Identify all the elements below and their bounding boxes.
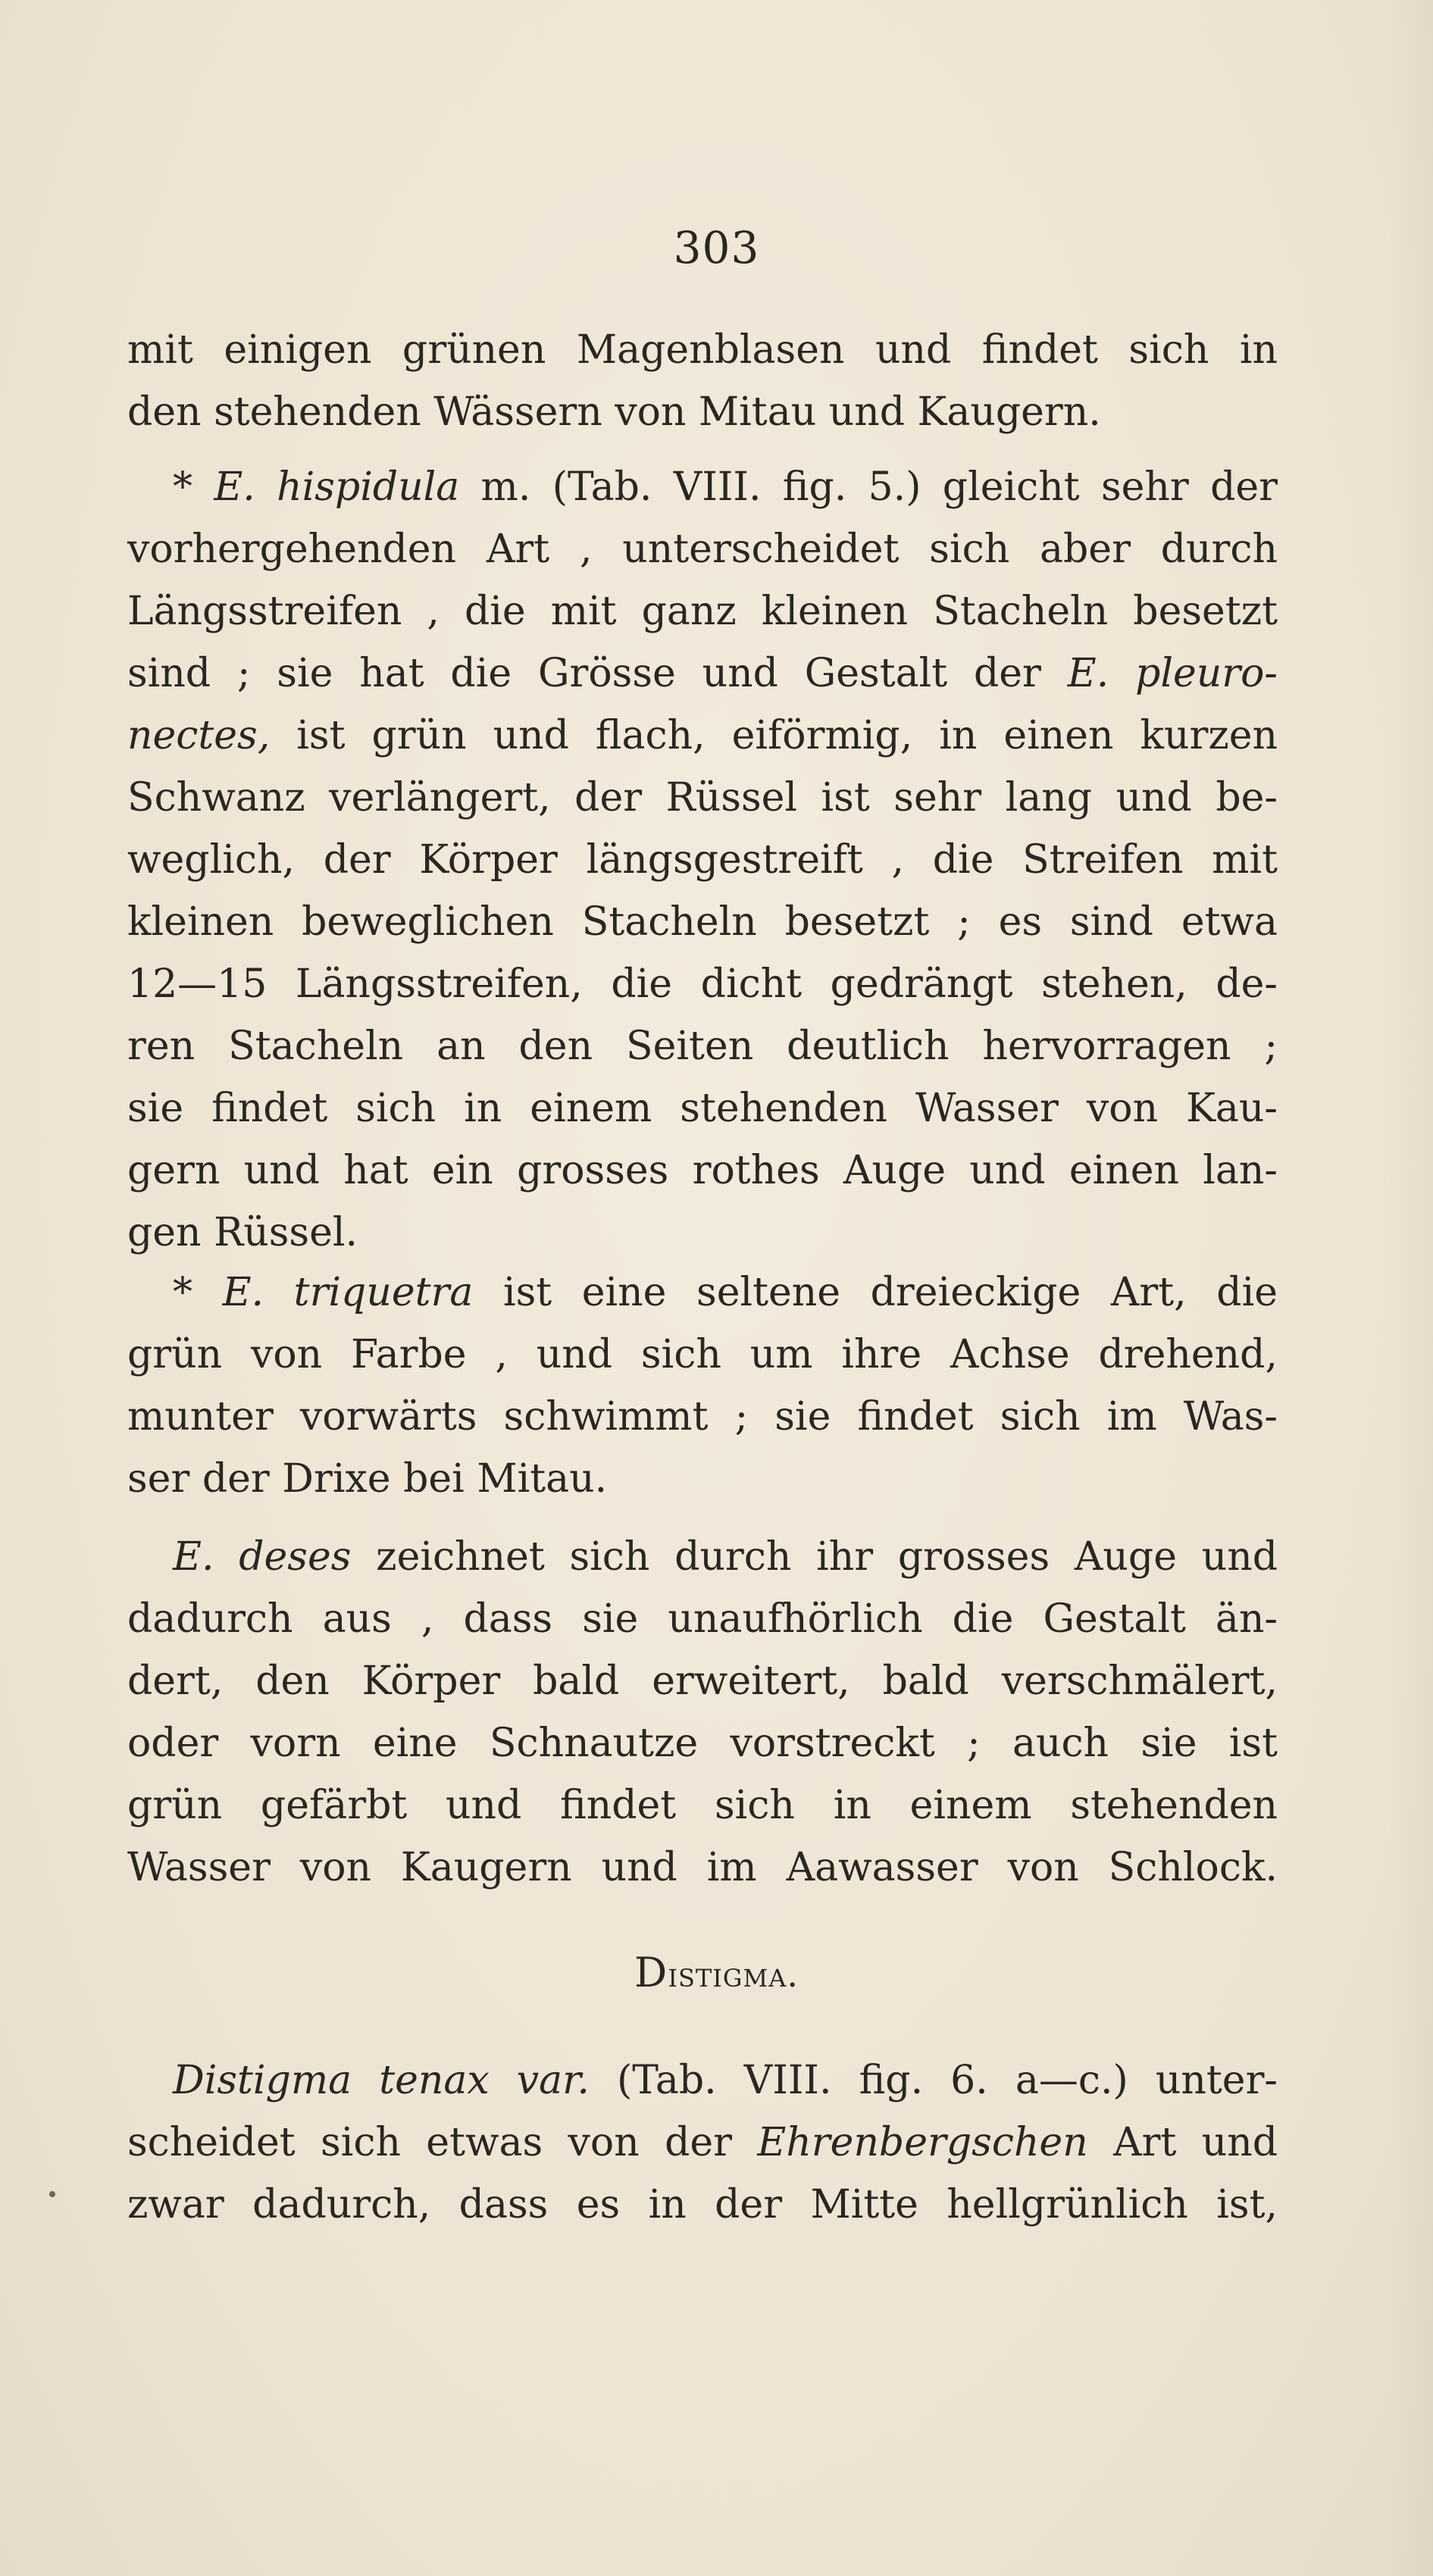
text-line (127, 1077, 1278, 1140)
text-line (127, 1588, 1278, 1650)
text-run: dert, den Körper bald erweitert, bald verschmälert, (127, 1658, 1278, 1704)
text-line (127, 1324, 1278, 1386)
text-run: gern und hat ein grosses rothes Auge und einen lan- (127, 1148, 1278, 1193)
text-line (127, 1650, 1278, 1712)
text-run: Wasser von Kaugern und im Aawasser von Schlock. (127, 1845, 1278, 1890)
text-run: Längsstreifen , die mit ganz kleinen Stacheln besetzt (127, 589, 1278, 634)
italic-text: E. pleuro- (1067, 651, 1278, 696)
text-line (127, 1386, 1278, 1448)
text-line (127, 381, 1278, 443)
heading-rest: istigma. (668, 1954, 799, 1995)
text-run: dadurch aus , dass sie unaufhörlich die Gestalt än- (127, 1596, 1278, 1642)
text-line (127, 319, 1278, 381)
page-number: 303 (673, 222, 760, 274)
text-run: zwar dadurch, dass es in der Mitte hellgrünlich ist, (127, 2182, 1278, 2227)
italic-text: E. hispidula (214, 464, 460, 510)
text-run: ser der Drixe bei Mitau. (127, 1456, 608, 1502)
text-run: sie findet sich in einem stehenden Wasser von Kau- (127, 1086, 1278, 1131)
text-line (127, 705, 1278, 767)
text-run: grün gefärbt und findet sich in einem stehenden (127, 1783, 1278, 1828)
margin-mark (49, 2191, 55, 2197)
text-line (127, 1202, 1278, 1264)
text-line (127, 1712, 1278, 1774)
text-run: kleinen beweglichen Stacheln besetzt ; es sind etwa (127, 899, 1278, 945)
text-run: ren Stacheln an den Seiten deutlich hervorragen ; (127, 1024, 1278, 1069)
text-line (127, 1448, 1278, 1510)
text-line (127, 2174, 1278, 2236)
text-line (127, 1015, 1278, 1077)
text-run: * (173, 1270, 223, 1315)
text-line (127, 829, 1278, 891)
text-run: weglich, der Körper längsgestreift , die Streifen mit (127, 837, 1278, 883)
text-line (127, 2112, 1278, 2174)
text-run: gen Rüssel. (127, 1210, 358, 1255)
italic-text: Ehrenbergschen (757, 2120, 1088, 2165)
italic-text: E. deses (173, 1534, 352, 1580)
italic-text: Distigma tenax var. (173, 2058, 590, 2103)
text-line (127, 518, 1278, 580)
text-run: grün von Farbe , und sich um ihre Achse drehend, (127, 1332, 1278, 1377)
text-run: ist eine seltene dreieckige Art, die (473, 1270, 1278, 1315)
text-line (173, 456, 1278, 518)
text-run: Schwanz verlängert, der Rüssel ist sehr lang und be- (127, 775, 1278, 821)
italic-text: E. triquetra (222, 1270, 474, 1315)
page-edge-shadow (1388, 0, 1433, 2576)
text-run: zeichnet sich durch ihr grosses Auge und (351, 1534, 1278, 1580)
italic-text: nectes, (127, 713, 271, 758)
text-run: munter vorwärts schwimmt ; sie findet sich im Was- (127, 1394, 1278, 1440)
text-line (127, 580, 1278, 642)
text-run: Art und (1087, 2120, 1278, 2165)
text-run: 12—15 Längsstreifen, die dicht gedrängt stehen, de- (127, 961, 1278, 1007)
text-run: oder vorn eine Schnautze vorstreckt ; auch sie ist (127, 1721, 1278, 1766)
text-line (127, 642, 1278, 705)
text-run: ist grün und flach, eiförmig, in einen kurzen (270, 713, 1278, 758)
text-line (173, 1261, 1278, 1324)
text-run: sind ; sie hat die Grösse und Gestalt der (127, 651, 1068, 696)
text-line (127, 1140, 1278, 1202)
heading-initial: D (634, 1949, 668, 1996)
text-line (173, 2049, 1278, 2112)
text-run: den stehenden Wässern von Mitau und Kaugern. (127, 389, 1101, 435)
text-run: scheidet sich etwas von der (127, 2120, 758, 2165)
text-run: m. (Tab. VIII. fig. 5.) gleicht sehr der (459, 464, 1278, 510)
text-run: * (173, 464, 214, 510)
text-line (127, 891, 1278, 953)
text-line (127, 1774, 1278, 1837)
text-line (173, 1526, 1278, 1588)
text-run: vorhergehenden Art , unterscheidet sich aber durch (127, 527, 1278, 572)
text-line (127, 953, 1278, 1015)
text-line (127, 767, 1278, 829)
section-heading (0, 1942, 1433, 2005)
text-run: mit einigen grünen Magenblasen und findet sich in (127, 327, 1278, 373)
text-run: (Tab. VIII. fig. 6. a—c.) unter- (589, 2058, 1278, 2103)
text-line (127, 1837, 1278, 1899)
